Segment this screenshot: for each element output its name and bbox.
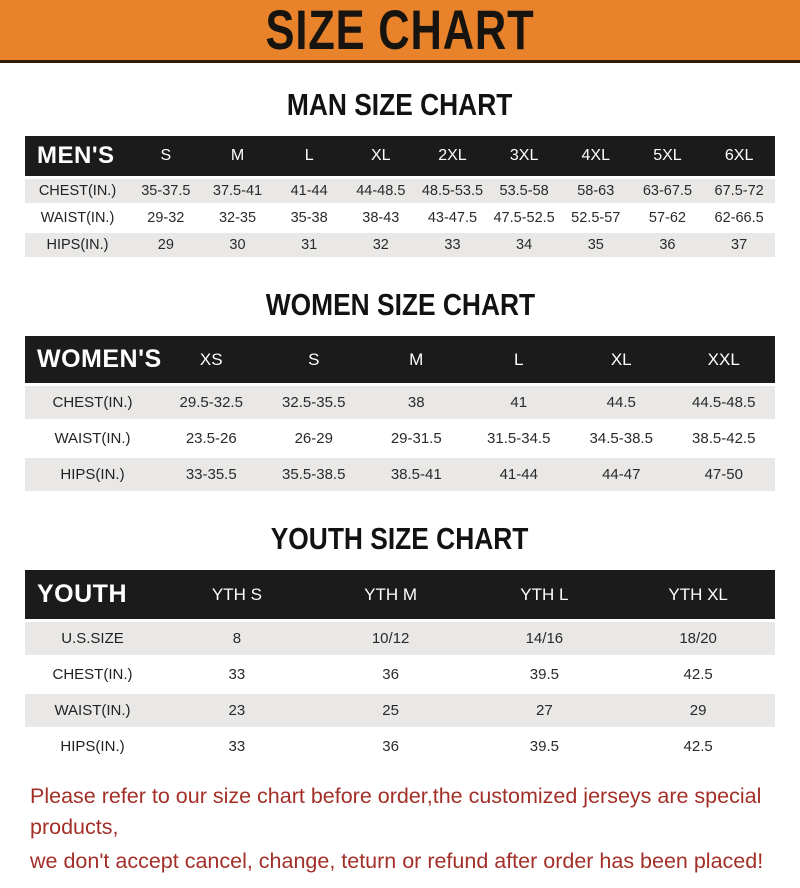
table-cell: 62-66.5 (714, 210, 764, 226)
table-cell: 57-62 (648, 210, 686, 226)
table-cell: 52.5-57 (571, 210, 621, 226)
row-label: HIPS(IN.) (46, 237, 109, 253)
table-cell: 44.5 (606, 394, 636, 411)
table-cell: 30 (229, 237, 246, 253)
youth-section-heading-text: YOUTH SIZE CHART (271, 521, 529, 556)
column-header: 5XL (653, 147, 682, 164)
content (0, 87, 800, 878)
table-cell: 58-63 (577, 183, 615, 199)
table-cell: 29-32 (147, 210, 185, 226)
table-cell: 44-48.5 (356, 183, 406, 199)
table-cell: 29 (689, 702, 707, 719)
table-cell: 36 (659, 237, 676, 253)
table-row (25, 421, 775, 457)
row-label: WAIST(IN.) (40, 210, 115, 226)
column-header: M (230, 147, 245, 164)
table-cell: 8 (232, 630, 242, 647)
table-cell: 44.5-48.5 (692, 394, 756, 411)
table-group-label: MEN'S (37, 142, 115, 169)
table-cell: 33 (444, 237, 461, 253)
table-row (25, 729, 775, 764)
table-cell: 43-47.5 (427, 210, 478, 226)
table-group-label: YOUTH (37, 580, 127, 608)
table-cell: 29 (157, 237, 174, 253)
table-cell: 33 (228, 666, 246, 683)
table-cell: 39.5 (529, 738, 559, 755)
column-header: YTH XL (668, 584, 728, 604)
row-label: WAIST(IN.) (54, 702, 131, 719)
table-row (25, 457, 775, 492)
table-cell: 63-67.5 (642, 183, 693, 199)
men-section-heading-text: MAN SIZE CHART (287, 87, 513, 122)
table-header-row (25, 336, 775, 385)
table-cell: 35-37.5 (141, 183, 191, 199)
column-header: L (304, 147, 314, 164)
column-header: L (514, 349, 524, 369)
column-header: YTH L (520, 584, 569, 604)
row-label: WAIST(IN.) (54, 430, 131, 447)
table-cell: 47-50 (704, 466, 743, 483)
column-header: 2XL (438, 147, 467, 164)
table-cell: 32 (372, 237, 389, 253)
table-cell: 34.5-38.5 (589, 430, 653, 447)
table-cell: 37 (731, 237, 748, 253)
section-youth (25, 521, 775, 763)
table-cell: 25 (382, 702, 399, 719)
table-cell: 38.5-41 (390, 466, 442, 483)
youth-size-table (25, 570, 775, 763)
table-cell: 36 (382, 738, 399, 755)
column-header: 3XL (509, 147, 539, 164)
table-cell: 44-47 (602, 466, 641, 483)
table-row (25, 232, 775, 258)
men-section-heading (25, 87, 775, 123)
notice-line-2: we don't accept cancel, change, teturn or refund after order has been placed! (30, 849, 764, 874)
row-label: HIPS(IN.) (60, 466, 125, 483)
column-header: XXL (707, 349, 740, 369)
table-cell: 47.5-52.5 (493, 210, 555, 226)
table-cell: 27 (536, 702, 553, 719)
banner-title: SIZE CHART (265, 0, 535, 61)
table-cell: 36 (382, 666, 399, 683)
table-cell: 48.5-53.5 (421, 183, 484, 199)
table-cell: 33-35.5 (185, 466, 237, 483)
table-cell: 53.5-58 (499, 183, 549, 199)
table-cell: 32-35 (218, 210, 257, 226)
footer-notice (30, 781, 775, 878)
row-label: CHEST(IN.) (52, 394, 133, 411)
column-header: M (409, 349, 424, 369)
table-row (25, 385, 775, 421)
column-header: S (160, 147, 172, 164)
column-header: XS (199, 349, 223, 369)
row-label: U.S.SIZE (61, 630, 124, 647)
table-cell: 31.5-34.5 (487, 430, 551, 447)
women-size-table (25, 336, 775, 491)
row-label: HIPS(IN.) (60, 738, 125, 755)
table-cell: 29.5-32.5 (179, 394, 243, 411)
column-header: 6XL (724, 147, 754, 164)
men-size-table (25, 136, 775, 257)
size-chart-banner (0, 0, 800, 63)
column-header: XL (610, 349, 632, 369)
table-cell: 38-43 (362, 210, 400, 226)
table-group-label: WOMEN'S (37, 345, 162, 373)
column-header: XL (371, 147, 391, 164)
table-row (25, 205, 775, 232)
row-label: CHEST(IN.) (52, 666, 133, 683)
table-cell: 23.5-26 (185, 430, 237, 447)
table-cell: 41 (510, 394, 528, 411)
section-women (25, 287, 775, 491)
table-cell: 14/16 (525, 630, 564, 647)
table-cell: 67.5-72 (714, 183, 764, 199)
table-row (25, 657, 775, 693)
row-label: CHEST(IN.) (38, 183, 117, 199)
table-cell: 34 (516, 237, 533, 253)
table-cell: 35.5-38.5 (282, 466, 346, 483)
women-section-heading-text: WOMEN SIZE CHART (265, 287, 535, 322)
column-header: S (308, 349, 320, 369)
table-cell: 42.5 (683, 738, 713, 755)
table-row (25, 621, 775, 657)
table-cell: 38.5-42.5 (692, 430, 756, 447)
table-cell: 29-31.5 (390, 430, 442, 447)
column-header: YTH M (364, 584, 418, 604)
table-header-row (25, 136, 775, 178)
table-cell: 32.5-35.5 (282, 394, 346, 411)
table-row (25, 693, 775, 729)
table-cell: 37.5-41 (212, 183, 263, 199)
table-cell: 10/12 (371, 630, 410, 647)
table-cell: 41-44 (499, 466, 538, 483)
table-cell: 41-44 (290, 183, 328, 199)
table-cell: 39.5 (529, 666, 559, 683)
table-cell: 18/20 (679, 630, 717, 647)
table-cell: 35-38 (290, 210, 328, 226)
table-header-row (25, 570, 775, 621)
table-cell: 26-29 (294, 430, 333, 447)
women-section-heading (25, 287, 775, 323)
table-cell: 35 (587, 237, 604, 253)
youth-section-heading (25, 521, 775, 557)
table-cell: 31 (301, 237, 318, 253)
section-men (25, 87, 775, 257)
table-cell: 33 (228, 738, 246, 755)
table-cell: 42.5 (683, 666, 713, 683)
notice-line-1: Please refer to our size chart before order,the customized jerseys are special products, (30, 784, 762, 840)
table-cell: 38 (407, 394, 425, 411)
column-header: 4XL (581, 147, 610, 164)
column-header: YTH S (211, 584, 262, 604)
table-cell: 23 (228, 702, 246, 719)
table-row (25, 178, 775, 205)
